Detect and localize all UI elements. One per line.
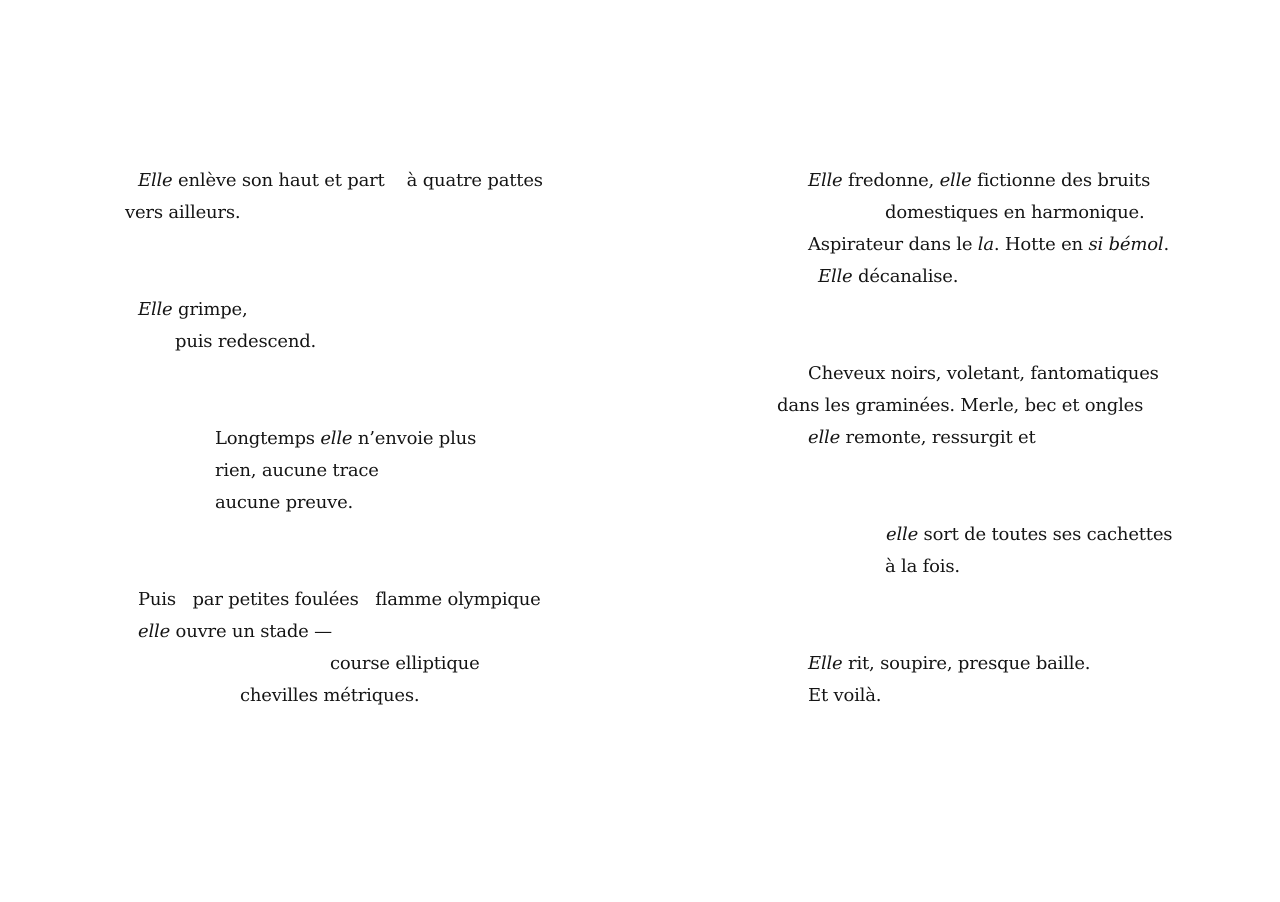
poem-line: Puis par petites foulées flamme olympique [138, 589, 541, 610]
poem-line: vers ailleurs. [125, 202, 241, 223]
italic-word: elle [138, 621, 171, 642]
poem-line: Elle décanalise. [818, 266, 959, 287]
italic-word: Elle [808, 653, 843, 674]
italic-word: elle [808, 427, 841, 448]
right-page [640, 0, 1280, 902]
italic-word: elle [320, 428, 353, 449]
poem-line: elle remonte, ressurgit et [808, 427, 1036, 448]
poem-line: elle ouvre un stade — [138, 621, 332, 642]
poem-line: chevilles métriques. [240, 685, 420, 706]
poem-line: Elle grimpe, [138, 299, 248, 320]
italic-word: Elle [138, 299, 173, 320]
poem-line: Elle fredonne, elle fictionne des bruits [808, 170, 1151, 191]
poem-line: Et voilà. [808, 685, 882, 706]
poem-line: Elle enlève son haut et part à quatre pattes [138, 170, 543, 191]
poem-line: Longtemps elle n’envoie plus [215, 428, 477, 449]
italic-word: Elle [818, 266, 853, 287]
poem-line: elle sort de toutes ses cachettes [886, 524, 1173, 545]
poem-line: Cheveux noirs, voletant, fantomatiques [808, 363, 1159, 384]
poem-line: dans les graminées. Merle, bec et ongles [777, 395, 1144, 416]
poem-line: rien, aucune trace [215, 460, 379, 481]
poem-line: Elle rit, soupire, presque baille. [808, 653, 1091, 674]
poem-line: Aspirateur dans le la. Hotte en si bémol. [808, 234, 1169, 255]
italic-word: la [977, 234, 994, 255]
italic-word: Elle [808, 170, 843, 191]
italic-word: elle [939, 170, 972, 191]
poem-line: à la fois. [885, 556, 960, 577]
poem-line: domestiques en harmonique. [885, 202, 1145, 223]
poem-line: course elliptique [330, 653, 480, 674]
poem-line: puis redescend. [175, 331, 317, 352]
poem-line: aucune preuve. [215, 492, 354, 513]
italic-word: si bémol [1088, 234, 1164, 255]
italic-word: Elle [138, 170, 173, 191]
italic-word: elle [886, 524, 919, 545]
